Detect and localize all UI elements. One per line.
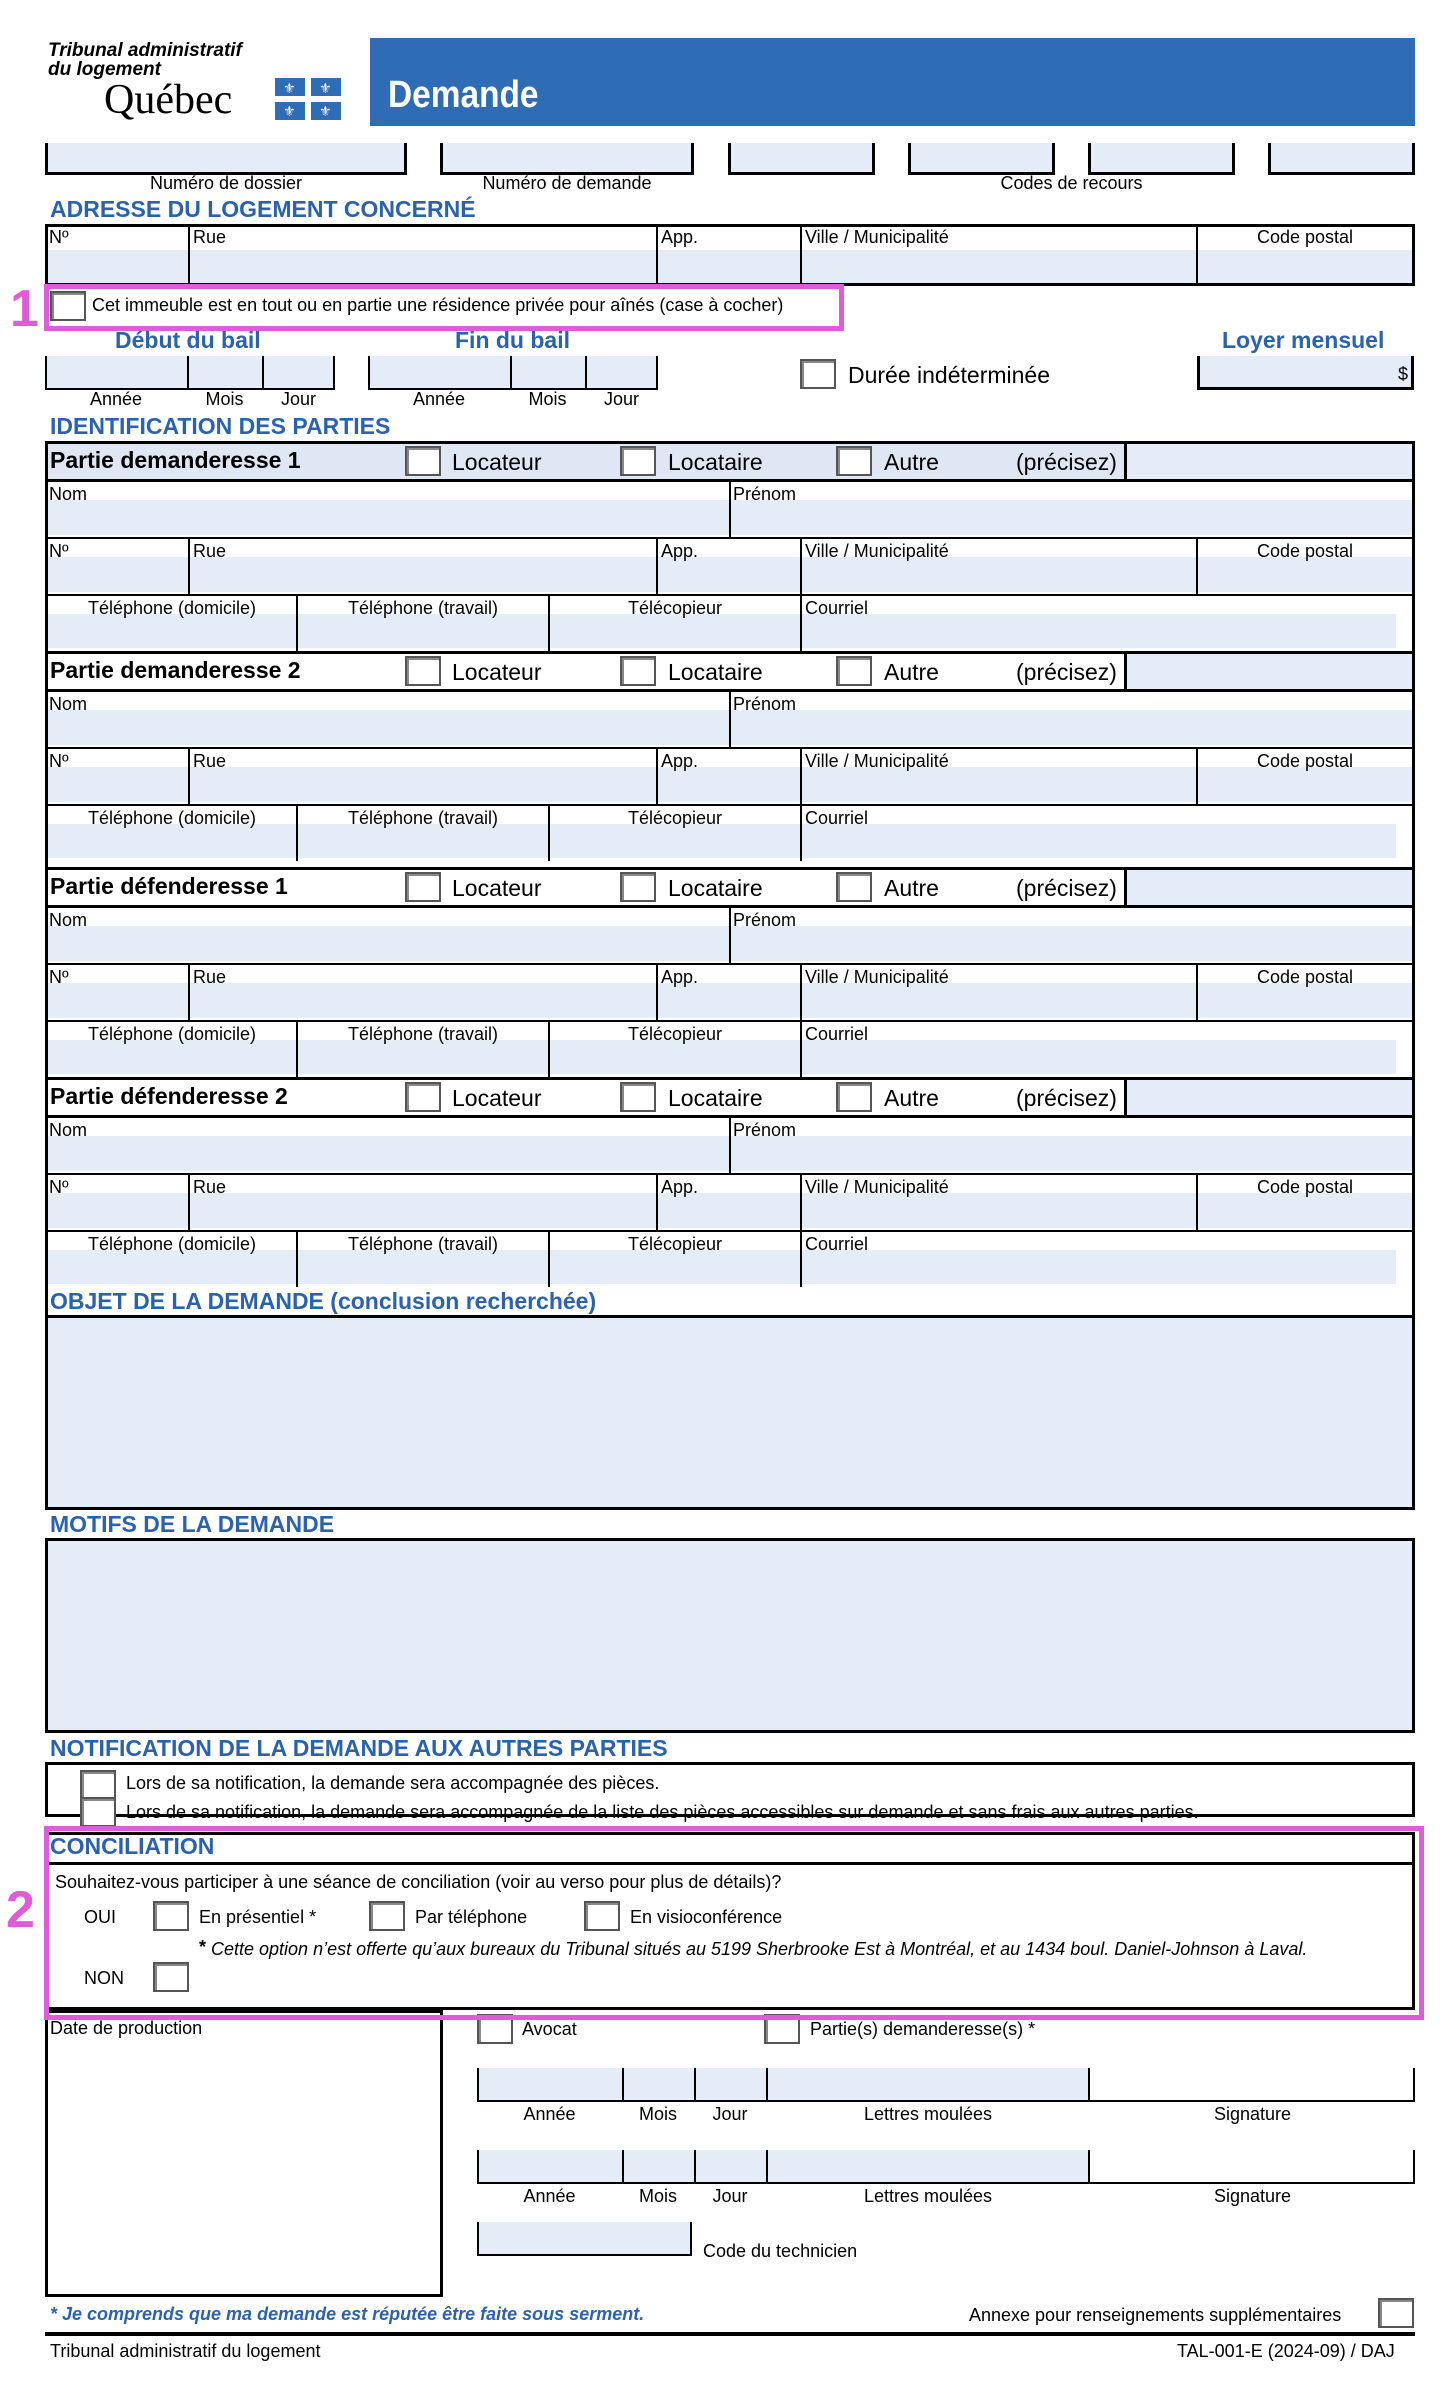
partie-2-cp-field[interactable]	[1198, 767, 1412, 802]
partie-1-tel-domicile-field[interactable]	[48, 614, 296, 648]
loyer-field[interactable]	[1197, 356, 1414, 390]
partie-4-tel-travail-label: Téléphone (travail)	[347, 1234, 499, 1254]
svg-text:⚜: ⚜	[283, 81, 296, 97]
partie-4-telecopieur-label: Télécopieur	[627, 1234, 723, 1254]
code-tech-label: Code du technicien	[703, 2241, 858, 2261]
partie-3-nom-label: Nom	[49, 910, 88, 930]
partie-1-nom-field[interactable]	[48, 500, 729, 535]
partie-3-rue-field[interactable]	[190, 983, 656, 1018]
divider	[800, 596, 802, 651]
partie-3-autre-label: Autre	[884, 875, 939, 901]
partie-1-no-field[interactable]	[48, 557, 188, 592]
quebec-wordmark: Québec	[104, 77, 233, 123]
demanderesses-label: Partie(s) demanderesse(s) *	[810, 2019, 1036, 2039]
partie-2-tel-travail-field[interactable]	[298, 824, 548, 858]
partie-3-cp-label: Code postal	[1256, 967, 1354, 987]
divider	[729, 1118, 731, 1174]
partie-1-locataire-label: Locataire	[668, 449, 763, 475]
divider	[656, 965, 658, 1020]
fin-bail-title: Fin du bail	[455, 327, 570, 353]
annotation-box-2	[44, 1826, 1424, 2020]
divider	[45, 963, 1415, 965]
partie-1-locateur-checkbox[interactable]	[405, 446, 441, 476]
sig-row-2-lettres-label: Lettres moulées	[863, 2186, 993, 2206]
fin-mois-field[interactable]	[510, 356, 585, 390]
partie-4-no-field[interactable]	[48, 1193, 188, 1228]
partie-4-precisez-label: (précisez)	[1016, 1085, 1117, 1111]
sig-row-2-jour-field[interactable]	[694, 2150, 766, 2184]
partie-1-prenom-field[interactable]	[731, 500, 1412, 535]
partie-1-precisez-field[interactable]	[1127, 444, 1412, 479]
partie-1-tel-travail-label: Téléphone (travail)	[347, 598, 499, 618]
partie-1-nom-label: Nom	[49, 484, 88, 504]
divider	[45, 537, 1415, 539]
partie-1-title: Partie demanderesse 1	[50, 447, 301, 473]
divider	[45, 1020, 1415, 1022]
sig-row-1-jour-label: Jour	[712, 2104, 748, 2124]
partie-2-locataire-checkbox[interactable]	[620, 656, 656, 686]
partie-2-app-field[interactable]	[658, 767, 800, 802]
partie-2-precisez-field[interactable]	[1127, 654, 1412, 689]
code-tech-field[interactable]	[477, 2222, 692, 2256]
partie-4-ville-label: Ville / Municipalité	[805, 1177, 949, 1197]
partie-3-tel-travail-field[interactable]	[298, 1040, 548, 1074]
partie-3-nom-field[interactable]	[48, 926, 729, 961]
debut-bail-title: Début du bail	[115, 327, 261, 353]
partie-2-prenom-label: Prénom	[733, 694, 797, 714]
sig-row-1-mois-label: Mois	[638, 2104, 677, 2124]
fin-annee-label: Année	[412, 389, 466, 409]
objet-section-title: OBJET DE LA DEMANDE (conclusion recherchée)	[50, 1288, 597, 1314]
partie-1-app-field[interactable]	[658, 557, 800, 592]
partie-2-nom-field[interactable]	[48, 710, 729, 745]
partie-2-tel-domicile-field[interactable]	[48, 824, 296, 858]
partie-1-locataire-checkbox[interactable]	[620, 446, 656, 476]
annexe-label: Annexe pour renseignements supplémentaires	[969, 2305, 1342, 2325]
partie-3-title: Partie défenderesse 1	[50, 873, 288, 899]
partie-2-rue-field[interactable]	[190, 767, 656, 802]
partie-4-app-label: App.	[661, 1177, 699, 1197]
fin-jour-field[interactable]	[585, 356, 658, 390]
sig-row-1-annee-field[interactable]	[477, 2068, 622, 2102]
divider	[800, 1022, 802, 1077]
partie-2-prenom-field[interactable]	[731, 710, 1412, 745]
sig-row-1-annee-label: Année	[523, 2104, 576, 2124]
partie-3-telecopieur-field[interactable]	[550, 1040, 800, 1074]
partie-1-precisez-label: (précisez)	[1016, 449, 1117, 475]
partie-1-autre-checkbox[interactable]	[836, 446, 872, 476]
partie-3-ville-label: Ville / Municipalité	[805, 967, 949, 987]
sig-row-1-mois-field[interactable]	[622, 2068, 694, 2102]
partie-4-locataire-label: Locataire	[668, 1085, 763, 1111]
page-title: Demande	[388, 74, 539, 116]
partie-3-tel-domicile-field[interactable]	[48, 1040, 296, 1074]
divider	[188, 749, 190, 804]
partie-2-rue-label: Rue	[193, 751, 227, 771]
partie-1-tel-travail-field[interactable]	[298, 614, 548, 648]
partie-1-locateur-label: Locateur	[452, 449, 542, 475]
partie-2-no-label: Nº	[49, 751, 69, 771]
svg-text:⚜: ⚜	[319, 81, 332, 97]
notification-option1-checkbox[interactable]	[80, 1770, 116, 1800]
debut-mois-field[interactable]	[187, 356, 262, 390]
partie-3-app-label: App.	[661, 967, 699, 987]
notification-option1-label: Lors de sa notification, la demande sera accompagnée des pièces.	[126, 1773, 660, 1793]
divider	[800, 539, 802, 594]
org-name-line1: Tribunal administratif	[48, 40, 242, 61]
partie-1-ville-label: Ville / Municipalité	[805, 541, 949, 561]
partie-4-rue-field[interactable]	[190, 1193, 656, 1228]
partie-1-app-label: App.	[661, 541, 699, 561]
motifs-section-title: MOTIFS DE LA DEMANDE	[50, 1511, 335, 1537]
partie-4-ville-field[interactable]	[802, 1193, 1196, 1228]
divider	[656, 539, 658, 594]
annotation-number-1: 1	[10, 280, 39, 338]
footer-org: Tribunal administratif du logement	[50, 2341, 321, 2361]
partie-4-courriel-field[interactable]	[802, 1250, 1396, 1284]
divider	[45, 1173, 1415, 1175]
divider	[656, 749, 658, 804]
partie-3-no-label: Nº	[49, 967, 69, 987]
avocat-label: Avocat	[522, 2019, 577, 2039]
divider	[1413, 2150, 1415, 2184]
partie-4-rue-label: Rue	[193, 1177, 227, 1197]
partie-4-prenom-field[interactable]	[731, 1136, 1412, 1171]
conciliation-oui-label: OUI	[84, 1907, 117, 1927]
date-production-box[interactable]	[45, 2010, 443, 2297]
rpa-label: Cet immeuble est en tout ou en partie une résidence privée pour aînés (case à cocher)	[92, 295, 784, 315]
divider	[188, 1175, 190, 1230]
sig-row-2-mois-field[interactable]	[622, 2150, 694, 2184]
partie-2-no-field[interactable]	[48, 767, 188, 802]
conciliation-non-label: NON	[84, 1968, 124, 1988]
partie-4-locataire-checkbox[interactable]	[620, 1082, 656, 1112]
partie-2-ville-label: Ville / Municipalité	[805, 751, 949, 771]
partie-3-locateur-checkbox[interactable]	[405, 872, 441, 902]
loyer-dollar: $	[1398, 364, 1409, 384]
sig-row-1-signature-label: Signature	[1213, 2104, 1292, 2124]
partie-3-prenom-field[interactable]	[731, 926, 1412, 961]
partie-2-courriel-field[interactable]	[802, 824, 1396, 858]
fin-annee-field[interactable]	[368, 356, 510, 390]
svg-text:⚜: ⚜	[283, 104, 296, 120]
divider	[188, 224, 190, 286]
partie-4-telecopieur-field[interactable]	[550, 1250, 800, 1284]
objet-textarea[interactable]	[45, 1315, 1415, 1510]
partie-3-app-field[interactable]	[658, 983, 800, 1018]
partie-2-locataire-label: Locataire	[668, 659, 763, 685]
annotation-box-1	[44, 284, 844, 331]
sig-row-2-signature-line[interactable]	[1090, 2182, 1415, 2184]
header	[0, 0, 1454, 140]
duree-checkbox[interactable]	[800, 359, 836, 389]
partie-4-prenom-label: Prénom	[733, 1120, 797, 1140]
divider	[656, 1175, 658, 1230]
partie-3-courriel-field[interactable]	[802, 1040, 1396, 1074]
annotation-number-2: 2	[6, 1881, 35, 1939]
divider	[729, 692, 731, 748]
partie-2-locateur-label: Locateur	[452, 659, 542, 685]
partie-4-autre-checkbox[interactable]	[836, 1082, 872, 1112]
divider	[800, 1232, 802, 1287]
adresse-cp-field[interactable]	[1198, 250, 1412, 283]
demande-field[interactable]	[440, 143, 694, 175]
divider	[188, 965, 190, 1020]
partie-3-precisez-label: (précisez)	[1016, 875, 1117, 901]
sig-row-1-lettres-label: Lettres moulées	[863, 2104, 993, 2124]
partie-2-tel-domicile-label: Téléphone (domicile)	[87, 808, 257, 828]
partie-2-telecopieur-field[interactable]	[550, 824, 800, 858]
date-production-label: Date de production	[50, 2018, 203, 2038]
notification-option2-checkbox[interactable]	[80, 1797, 116, 1827]
partie-4-tel-domicile-label: Téléphone (domicile)	[87, 1234, 257, 1254]
adresse-ville-field[interactable]	[802, 250, 1196, 283]
divider	[656, 224, 658, 286]
partie-2-app-label: App.	[661, 751, 699, 771]
adresse-section-title: ADRESSE DU LOGEMENT CONCERNÉ	[50, 196, 476, 222]
partie-4-cp-field[interactable]	[1198, 1193, 1412, 1228]
partie-1-rue-label: Rue	[193, 541, 227, 561]
partie-3-locataire-label: Locataire	[668, 875, 763, 901]
adresse-app-label: App.	[661, 227, 699, 247]
serment-note: * Je comprends que ma demande est réputée être faite sous serment.	[50, 2304, 645, 2324]
sig-row-1-jour-field[interactable]	[694, 2068, 766, 2102]
partie-2-title: Partie demanderesse 2	[50, 657, 301, 683]
parties-section-title: IDENTIFICATION DES PARTIES	[50, 413, 391, 439]
divider	[188, 539, 190, 594]
partie-4-tel-domicile-field[interactable]	[48, 1250, 296, 1284]
partie-4-autre-label: Autre	[884, 1085, 939, 1111]
partie-4-tel-travail-field[interactable]	[298, 1250, 548, 1284]
debut-jour-label: Jour	[280, 389, 316, 409]
duree-label: Durée indéterminée	[848, 362, 1051, 388]
conciliation-note: Cette option n’est offerte qu’aux bureaux du Tribunal situés au 5199 Sherbrooke Est à Montréal, et au 1434 boul. Daniel-Johnson à Laval.	[211, 1939, 1308, 1959]
partie-2-autre-label: Autre	[884, 659, 939, 685]
divider	[800, 1175, 802, 1230]
recours-field-3[interactable]	[1088, 143, 1235, 175]
partie-4-no-label: Nº	[49, 1177, 69, 1197]
quebec-flag-icon	[275, 78, 341, 120]
recours-field-1[interactable]	[728, 143, 875, 175]
sig-row-2-signature-label: Signature	[1213, 2186, 1292, 2206]
debut-annee-field[interactable]	[45, 356, 187, 390]
dossier-label: Numéro de dossier	[149, 173, 303, 193]
divider	[800, 749, 802, 804]
partie-3-telecopieur-label: Télécopieur	[627, 1024, 723, 1044]
partie-1-rue-field[interactable]	[190, 557, 656, 592]
partie-4-locateur-checkbox[interactable]	[405, 1082, 441, 1112]
sig-row-1-lettres-field[interactable]	[766, 2068, 1090, 2102]
partie-3-autre-checkbox[interactable]	[836, 872, 872, 902]
partie-2-ville-field[interactable]	[802, 767, 1196, 802]
org-name-line2: du logement	[48, 59, 161, 80]
divider	[800, 806, 802, 861]
partie-1-telecopieur-label: Télécopieur	[627, 598, 723, 618]
partie-3-cp-field[interactable]	[1198, 983, 1412, 1018]
recours-field-2[interactable]	[908, 143, 1055, 175]
notification-option2-label: Lors de sa notification, la demande sera accompagnée de la liste des pièces accessibles sur demande et sans frais aux autres parties.	[126, 1802, 1199, 1822]
adresse-rue-label: Rue	[193, 227, 227, 247]
partie-1-courriel-label: Courriel	[805, 598, 869, 618]
partie-4-nom-field[interactable]	[48, 1136, 729, 1171]
adresse-ville-label: Ville / Municipalité	[805, 227, 949, 247]
svg-text:⚜: ⚜	[319, 104, 332, 120]
visio-label: En visioconférence	[630, 1907, 783, 1927]
divider	[45, 1230, 1415, 1232]
fin-jour-label: Jour	[603, 389, 639, 409]
partie-2-tel-travail-label: Téléphone (travail)	[347, 808, 499, 828]
partie-1-cp-label: Code postal	[1256, 541, 1354, 561]
partie-1-prenom-label: Prénom	[733, 484, 797, 504]
recours-label: Codes de recours	[1000, 173, 1143, 193]
partie-4-title: Partie défenderesse 2	[50, 1083, 288, 1109]
sig-row-2-annee-label: Année	[523, 2186, 576, 2206]
footer-rule	[45, 2332, 1415, 2336]
divider	[729, 482, 731, 538]
partie-4-courriel-label: Courriel	[805, 1234, 869, 1254]
sig-row-1-signature-line[interactable]	[1090, 2100, 1415, 2102]
partie-2-autre-checkbox[interactable]	[836, 656, 872, 686]
adresse-app-field[interactable]	[658, 250, 800, 283]
sig-row-2-lettres-field[interactable]	[766, 2150, 1090, 2184]
recours-field-4[interactable]	[1268, 143, 1415, 175]
partie-2-locateur-checkbox[interactable]	[405, 656, 441, 686]
partie-1-cp-field[interactable]	[1198, 557, 1412, 592]
footer-code: TAL-001-E (2024-09) / DAJ	[1177, 2341, 1395, 2361]
divider	[1413, 2068, 1415, 2102]
demande-label: Numéro de demande	[482, 173, 652, 193]
debut-jour-field[interactable]	[262, 356, 335, 390]
partie-1-autre-label: Autre	[884, 449, 939, 475]
conciliation-question: Souhaitez-vous participer à une séance de conciliation (voir au verso pour plus de détails)?	[55, 1872, 782, 1892]
adresse-no-label: Nº	[49, 227, 69, 247]
partie-3-locateur-label: Locateur	[452, 875, 542, 901]
adresse-cp-label: Code postal	[1256, 227, 1354, 247]
loyer-title: Loyer mensuel	[1222, 327, 1385, 353]
debut-mois-label: Mois	[205, 389, 244, 409]
fin-mois-label: Mois	[528, 389, 567, 409]
adresse-rue-field[interactable]	[190, 250, 656, 283]
partie-2-courriel-label: Courriel	[805, 808, 869, 828]
divider	[45, 804, 1415, 806]
partie-2-telecopieur-label: Télécopieur	[627, 808, 723, 828]
partie-2-nom-label: Nom	[49, 694, 88, 714]
partie-3-rue-label: Rue	[193, 967, 227, 987]
sig-row-2-jour-label: Jour	[712, 2186, 748, 2206]
partie-3-precisez-field[interactable]	[1127, 870, 1412, 905]
conciliation-note-star: *	[199, 1937, 207, 1957]
divider	[800, 965, 802, 1020]
annexe-checkbox[interactable]	[1378, 2298, 1414, 2328]
partie-2-cp-label: Code postal	[1256, 751, 1354, 771]
title-banner	[370, 38, 1415, 126]
partie-3-prenom-label: Prénom	[733, 910, 797, 930]
divider	[45, 747, 1415, 749]
adresse-no-field[interactable]	[48, 250, 188, 283]
partie-3-tel-travail-label: Téléphone (travail)	[347, 1024, 499, 1044]
partie-2-precisez-label: (précisez)	[1016, 659, 1117, 685]
partie-3-courriel-label: Courriel	[805, 1024, 869, 1044]
partie-1-tel-domicile-label: Téléphone (domicile)	[87, 598, 257, 618]
motifs-textarea[interactable]	[45, 1538, 1415, 1733]
sig-row-2-annee-field[interactable]	[477, 2150, 622, 2184]
divider	[800, 224, 802, 286]
sig-row-2-mois-label: Mois	[638, 2186, 677, 2206]
partie-4-app-field[interactable]	[658, 1193, 800, 1228]
partie-4-locateur-label: Locateur	[452, 1085, 542, 1111]
presentiel-label: En présentiel *	[199, 1907, 317, 1927]
partie-3-no-field[interactable]	[48, 983, 188, 1018]
partie-1-ville-field[interactable]	[802, 557, 1196, 592]
divider	[45, 594, 1415, 596]
partie-1-telecopieur-field[interactable]	[550, 614, 800, 648]
partie-3-ville-field[interactable]	[802, 983, 1196, 1018]
divider	[729, 908, 731, 964]
conciliation-section-title: CONCILIATION	[50, 1833, 215, 1859]
partie-4-cp-label: Code postal	[1256, 1177, 1354, 1197]
partie-4-nom-label: Nom	[49, 1120, 88, 1140]
partie-3-tel-domicile-label: Téléphone (domicile)	[87, 1024, 257, 1044]
partie-3-locataire-checkbox[interactable]	[620, 872, 656, 902]
telephone-label: Par téléphone	[415, 1907, 528, 1927]
partie-1-no-label: Nº	[49, 541, 69, 561]
partie-4-precisez-field[interactable]	[1127, 1080, 1412, 1115]
partie-1-courriel-field[interactable]	[802, 614, 1396, 648]
debut-annee-label: Année	[89, 389, 143, 409]
dossier-field[interactable]	[45, 143, 407, 175]
notification-section-title: NOTIFICATION DE LA DEMANDE AUX AUTRES PARTIES	[50, 1735, 668, 1761]
